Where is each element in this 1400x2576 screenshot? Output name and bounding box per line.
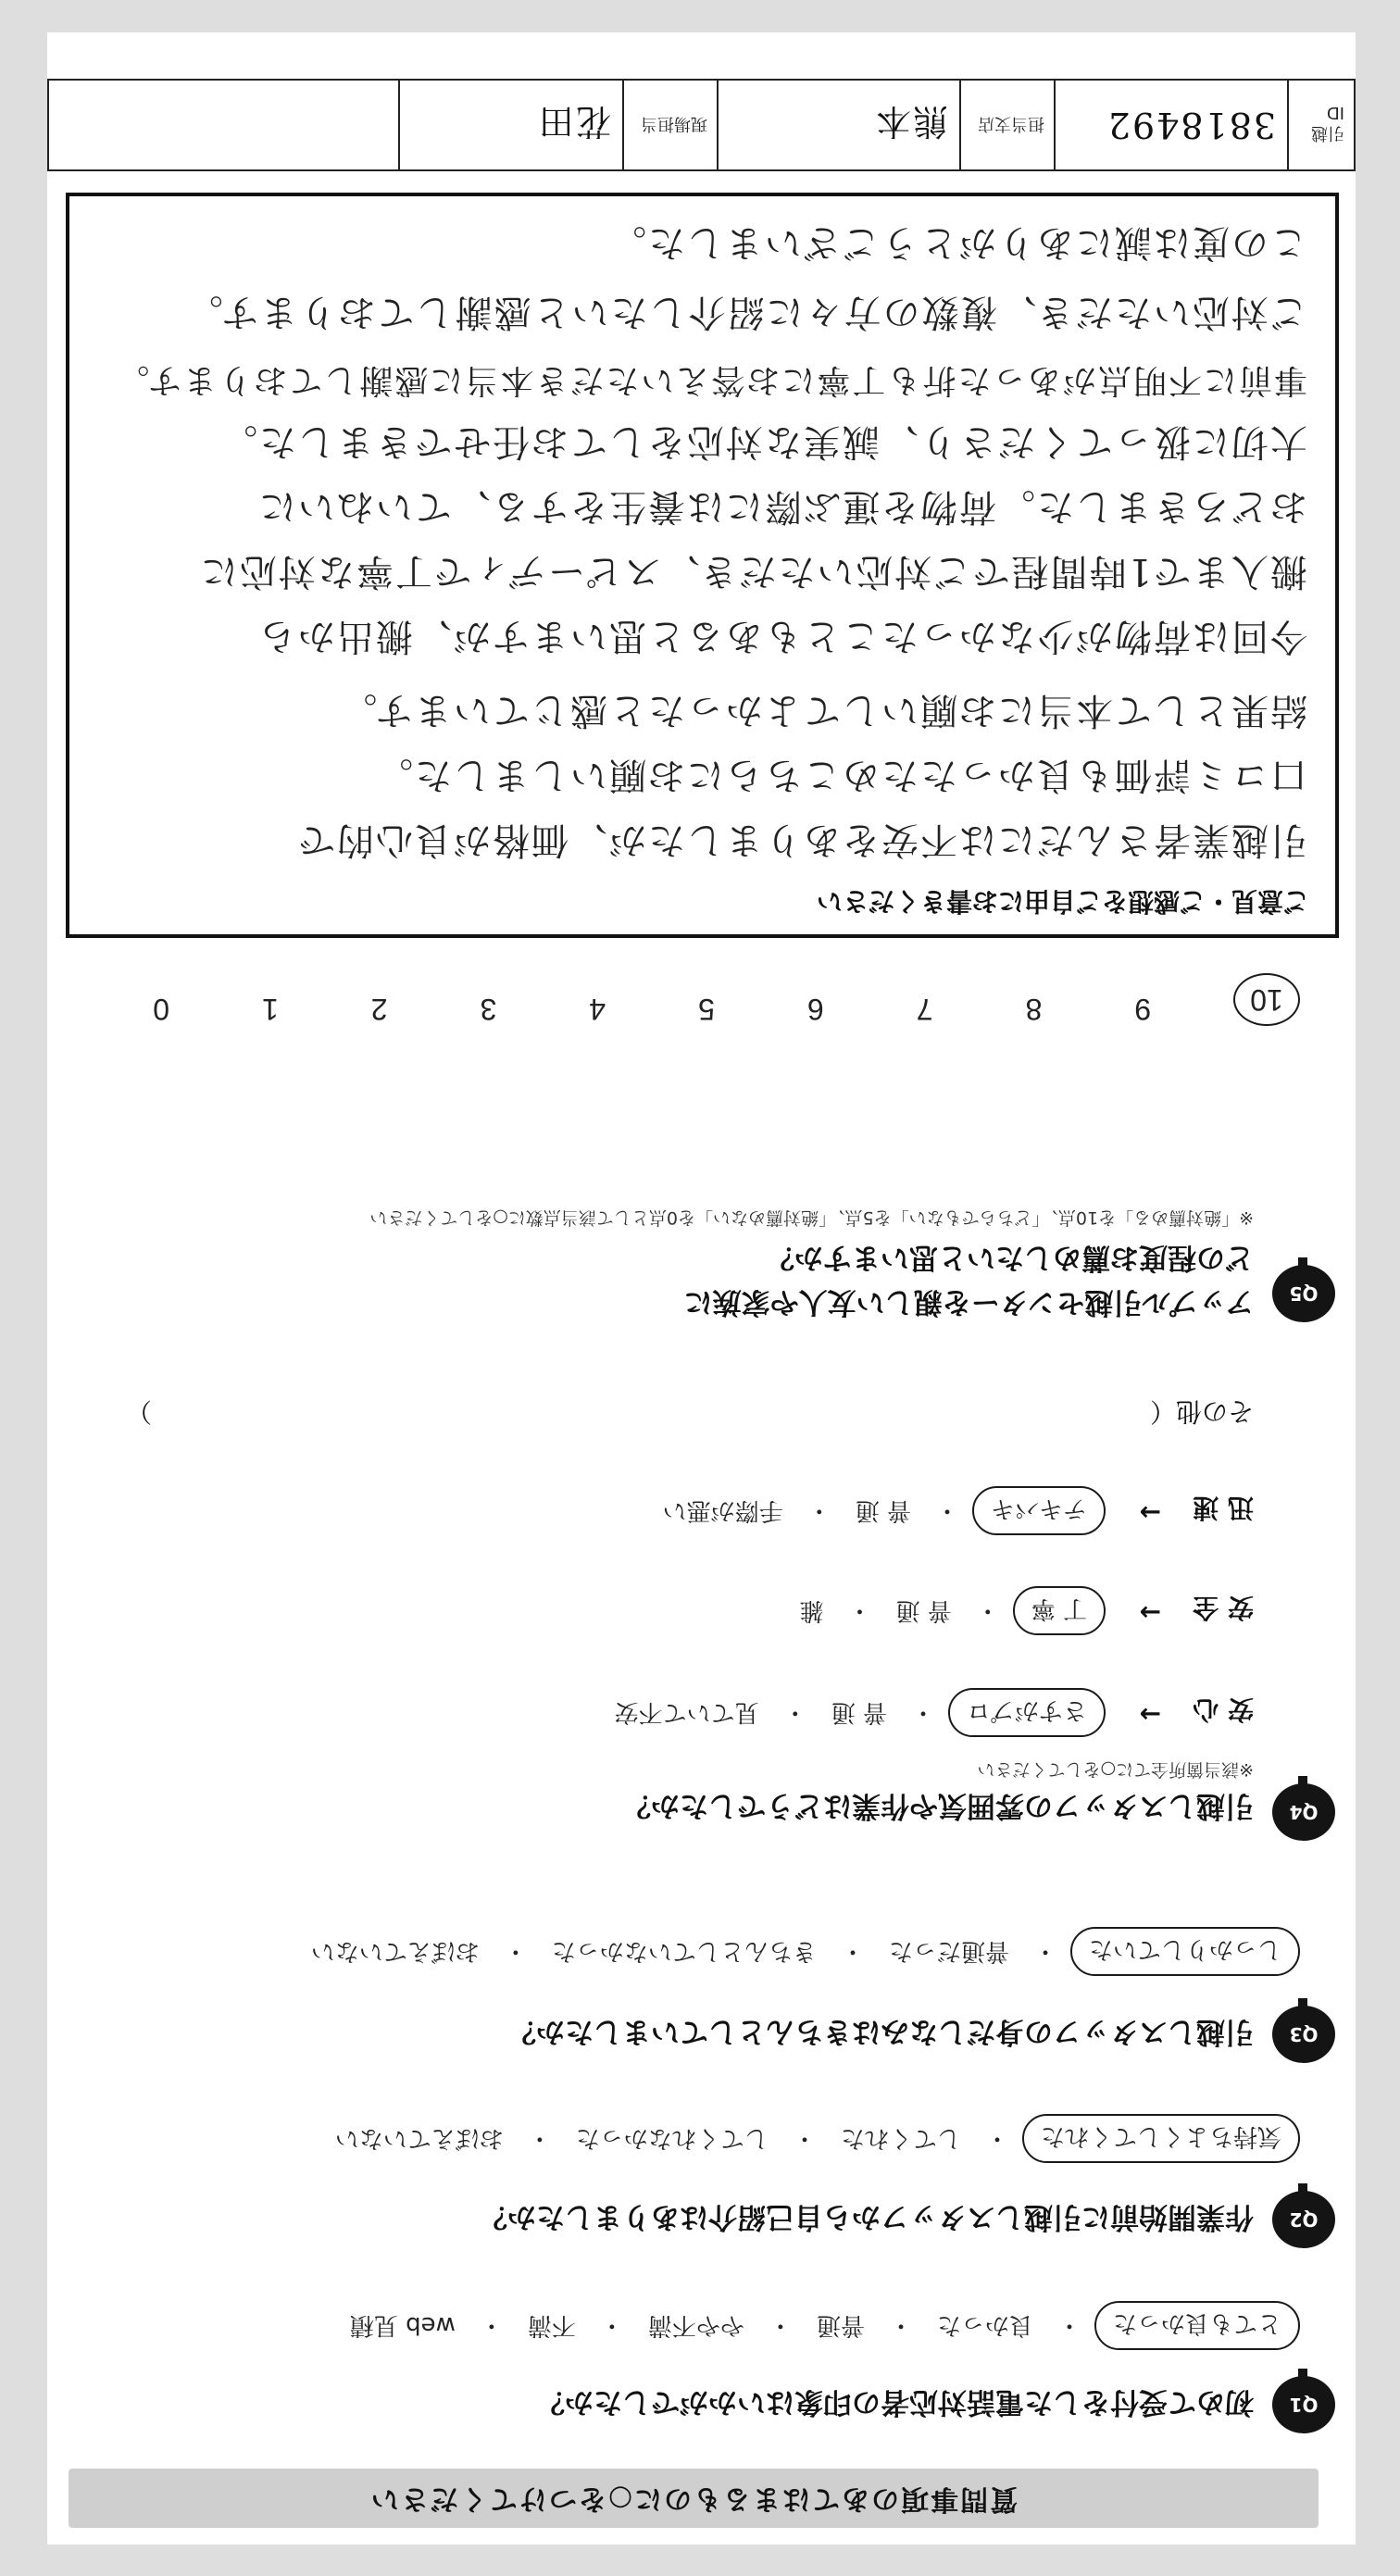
q4-row-jinsoku-options: テキパキ ・ 普 通 ・ 手際が悪い [652,1486,1106,1535]
q5-question-line2: どの程度お薦めしたいと思いますか？ [766,1241,1254,1274]
q3-badge: Q3 [1272,2006,1335,2063]
q3-options: しっかりしていた ・ 普通だった ・ きちんとしていなかった ・ おぼえていない [300,1927,1300,1976]
q1-option[interactable]: 普通 [816,2311,865,2339]
q1-option-selected[interactable]: とても良かった [1094,2301,1300,2350]
comment-line: 大切に扱ってくださり、誠実な対応をしてお任せできました。 [219,420,1307,463]
comment-line: 口コミ評価も良かったためこちらにお願いしました。 [374,754,1307,796]
q5-score[interactable]: 2 [370,993,388,1026]
footer-staff-value-cell [398,81,622,169]
q5-score[interactable]: 8 [1025,993,1043,1026]
comment-box[interactable] [66,193,1339,938]
footer-blank-cell [49,81,398,169]
q4-jinsoku-selected[interactable]: テキパキ [972,1486,1106,1535]
q2-option[interactable]: おぼえていない [334,2124,504,2152]
office-use-footer [47,79,1356,171]
footer-id-value: 3818492 [1106,105,1276,145]
comment-line: 搬入まで1時間程でご対応いただき、スピーディで丁寧な対応に [198,550,1307,593]
q2-question: 作業開始前に引越しスタッフから自己紹介はありましたか？ [479,2200,1254,2233]
q3-option[interactable]: きちんとしていなかった [551,1937,817,1965]
q5-score[interactable]: 0 [153,993,169,1026]
comment-line: おどろきました。荷物を運ぶ際には養生をする、ていねいに [257,485,1307,528]
comment-line: この度は誠にありがとうございました。 [607,221,1307,264]
footer-id-label-cell [1287,81,1354,169]
q1-badge: Q1 [1272,2376,1335,2433]
q4-question: 引越しスタッフの雰囲気や作業はどうでしたか？ [622,1789,1254,1822]
q3-option[interactable]: おぼえていない [310,1937,480,1965]
q4-badge: Q4 [1272,1783,1335,1841]
q4-other-close: ） [125,1396,152,1427]
comment-line: 事前に不明点があった折も丁寧にお答えいただき本当に感謝しております。 [114,361,1307,399]
q2-options: 気持ちよくしてくれた ・ してくれた ・ してくれなかった ・ おぼえていない [324,2114,1300,2163]
q5-note: ※「絶対薦める」を10点、「どちらでもない」を5点、「絶対薦めない」を0点として該当点数に○をしてください [369,1207,1254,1228]
q2-option[interactable]: してくれた [840,2124,961,2152]
footer-branch-label: 担当支店 [978,114,1044,133]
q3-question: 引越しスタッフの身だしなみはきちんとしていましたか？ [507,2015,1254,2048]
q5-score[interactable]: 6 [806,993,824,1026]
q4-jinsoku-option[interactable]: 手際が悪い [662,1496,783,1524]
q5-score[interactable]: 9 [1134,993,1152,1026]
q1-options: とても良かった ・ 良かった ・ 普通 ・ やや不満 ・ 不満 ・ web 見積 [339,2301,1300,2350]
q4-anzen-selected[interactable]: 丁 寧 [1013,1586,1106,1635]
q4-note: ※該当箇所全てに○をしてください [977,1759,1254,1780]
q1-question: 初めて受付をした電話対応者の印象はいかがでしたか？ [536,2385,1254,2419]
footer-branch-value-cell [717,81,959,169]
q1-option[interactable]: 不満 [527,2311,576,2339]
footer-branch-label-cell [959,81,1054,169]
comment-title: ご意見・ご感想をご自由にお書きください [816,886,1309,917]
comment-line: 結果として本当にお願いしてよかったと感じています。 [338,689,1307,732]
q4-anzen-option[interactable]: 雑 [799,1596,824,1624]
q4-row-anzen-options: 丁 寧 ・ 普 通 ・ 雑 [788,1586,1106,1635]
q4-row-label-anzen: 安 全 [1193,1593,1254,1623]
arrow-icon: → [1139,1497,1161,1528]
q4-anshin-selected[interactable]: さすがプロ [948,1688,1106,1737]
q4-anshin-option[interactable]: 見ていて不安 [614,1698,759,1726]
q5-badge: Q5 [1272,1265,1335,1322]
q3-option[interactable]: 普通だった [888,1937,1009,1965]
q2-option-selected[interactable]: 気持ちよくしてくれた [1022,2114,1300,2163]
questionnaire-page [47,32,1356,2545]
q4-other-label: その他（ [1149,1396,1254,1427]
q4-row-label-anshin: 安 心 [1193,1694,1254,1725]
q1-option[interactable]: 良かった [936,2311,1033,2339]
q5-score[interactable]: 4 [589,993,606,1026]
footer-id-value-cell [1054,81,1287,169]
q4-anshin-option[interactable]: 普 通 [831,1698,887,1726]
q4-row-anshin-options: さすがプロ ・ 普 通 ・ 見ていて不安 [604,1688,1106,1737]
q1-option[interactable]: やや不満 [647,2311,744,2339]
comment-line: ご対応いただき、複数の方々に紹介したいと感謝しております。 [183,291,1307,333]
arrow-icon: → [1139,1699,1161,1730]
q3-option-selected[interactable]: しっかりしていた [1070,1927,1300,1976]
q5-score-scale [143,973,1300,1026]
q5-score[interactable]: 3 [480,993,497,1026]
q5-score-selected[interactable]: 10 [1233,973,1300,1026]
arrow-icon: → [1139,1597,1161,1628]
footer-id-label: 引越ID [1311,103,1344,144]
q2-option[interactable]: してくれなかった [575,2124,769,2152]
footer-staff-value: 花田 [536,101,611,143]
comment-line: 引越業者さんだには不安をありましたが、価格が良心的で [296,819,1307,861]
q1-option[interactable]: web 見積 [349,2311,456,2339]
footer-branch-value: 熊本 [873,101,948,143]
footer-staff-label-cell [622,81,717,169]
footer-staff-label: 現場担当 [641,114,707,133]
q4-row-label-jinsoku: 迅 速 [1193,1493,1254,1523]
q4-anzen-option[interactable]: 普 通 [895,1596,952,1624]
q5-question-line1: アップル引越センターを親しい友人や家族に [683,1285,1254,1319]
q2-badge: Q2 [1272,2191,1335,2248]
instruction-banner: 質問事項のあてはまるものに○をつけてください [69,2469,1319,2528]
q5-score[interactable]: 7 [916,993,933,1026]
q5-score[interactable]: 5 [698,993,715,1026]
q5-score[interactable]: 1 [261,993,279,1026]
q4-jinsoku-option[interactable]: 普 通 [855,1496,911,1524]
comment-line: 今回は荷物が少なかったこともあると思いますが、搬出から [257,615,1307,657]
